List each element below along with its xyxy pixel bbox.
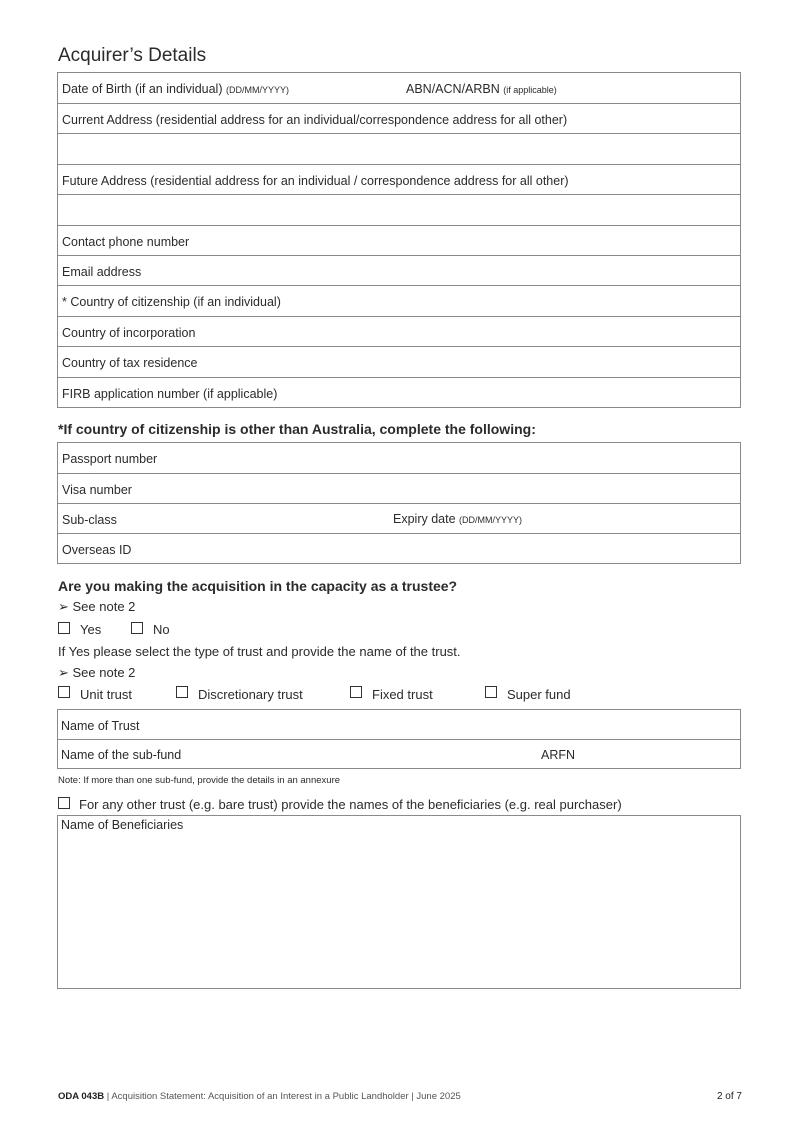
discretionary-trust-label: Discretionary trust [198,687,303,702]
tax-residence-label: Country of tax residence [62,356,198,370]
other-trust-label: For any other trust (e.g. bare trust) provide the names of the beneficiaries (e.g. real purchaser) [79,797,622,812]
trust-name-row[interactable] [58,710,740,740]
page-title: Acquirer’s Details [58,45,207,66]
see-note-2-first: ➢ See note 2 [58,599,136,614]
acquirer-details-table [57,72,741,408]
future-address-label-row [58,165,740,195]
visa-label: Visa number [62,483,132,497]
subclass-label: Sub-class [62,513,117,527]
email-label: Email address [62,265,142,279]
citizenship-label: * Country of citizenship (if an individual) [62,295,281,309]
overseas-id-label: Overseas ID [62,543,132,557]
expiry-label: Expiry date (DD/MM/YYYY) [393,512,523,526]
current-address-label: Current Address (residential address for an individual/correspondence address for all other) [62,113,568,127]
phone-label: Contact phone number [62,235,190,249]
future-address-field[interactable] [58,195,740,226]
firb-label: FIRB application number (if applicable) [62,387,278,401]
citizenship-table [57,442,741,564]
super-fund-checkbox[interactable] [485,686,497,698]
trust-instruction: If Yes please select the type of trust and provide the name of the trust. [58,644,461,659]
sub-fund-label: Name of the sub-fund [61,748,182,762]
citizenship-row[interactable] [58,286,740,317]
current-address-label-row [58,104,740,134]
firb-row[interactable] [58,378,740,407]
subclass-expiry-row[interactable] [58,504,740,534]
no-label: No [153,622,170,637]
super-fund-label: Super fund [507,687,571,702]
passport-row[interactable] [58,443,740,474]
dob-label: Date of Birth (if an individual) (DD/MM/YYYY) [62,82,289,96]
overseas-id-row[interactable] [58,534,740,563]
email-row[interactable] [58,256,740,286]
unit-trust-checkbox[interactable] [58,686,70,698]
yes-checkbox[interactable] [58,622,70,634]
footer-text [58,1091,461,1102]
incorporation-label: Country of incorporation [62,326,196,340]
dob-abn-row[interactable] [58,73,740,104]
citizenship-section-heading: *If country of citizenship is other than Australia, complete the following: [58,421,536,437]
no-checkbox[interactable] [131,622,143,634]
passport-label: Passport number [62,452,158,466]
sub-fund-row[interactable] [58,740,740,768]
tax-residence-row[interactable] [58,347,740,378]
beneficiaries-field[interactable] [57,815,741,989]
other-trust-checkbox[interactable] [58,797,70,809]
page-number: 2 of 7 [716,1091,742,1102]
arfn-label: ARFN [541,748,576,762]
sub-fund-note: Note: If more than one sub-fund, provide the details in an annexure [58,775,341,786]
fixed-trust-checkbox[interactable] [350,686,362,698]
form-code: ODA 043B [58,1091,105,1102]
current-address-field[interactable] [58,134,740,165]
beneficiaries-label: Name of Beneficiaries [61,818,184,832]
trustee-section-heading: Are you making the acquisition in the capacity as a trustee? [58,578,458,594]
yes-label: Yes [80,622,102,637]
trust-name-label: Name of Trust [61,719,140,733]
see-note-2-second: ➢ See note 2 [58,665,136,680]
fixed-trust-label: Fixed trust [372,687,433,702]
discretionary-trust-checkbox[interactable] [176,686,188,698]
unit-trust-label: Unit trust [80,687,133,702]
trust-table [57,709,741,769]
abn-label: ABN/ACN/ARBN (if applicable) [406,82,557,96]
footer-description: | Acquisition Statement: Acquisition of an Interest in a Public Landholder | June 2025 [104,1091,461,1102]
future-address-label: Future Address (residential address for an individual / correspondence address for all other) [62,174,569,188]
visa-row[interactable] [58,474,740,504]
incorporation-row[interactable] [58,317,740,347]
phone-row[interactable] [58,226,740,256]
